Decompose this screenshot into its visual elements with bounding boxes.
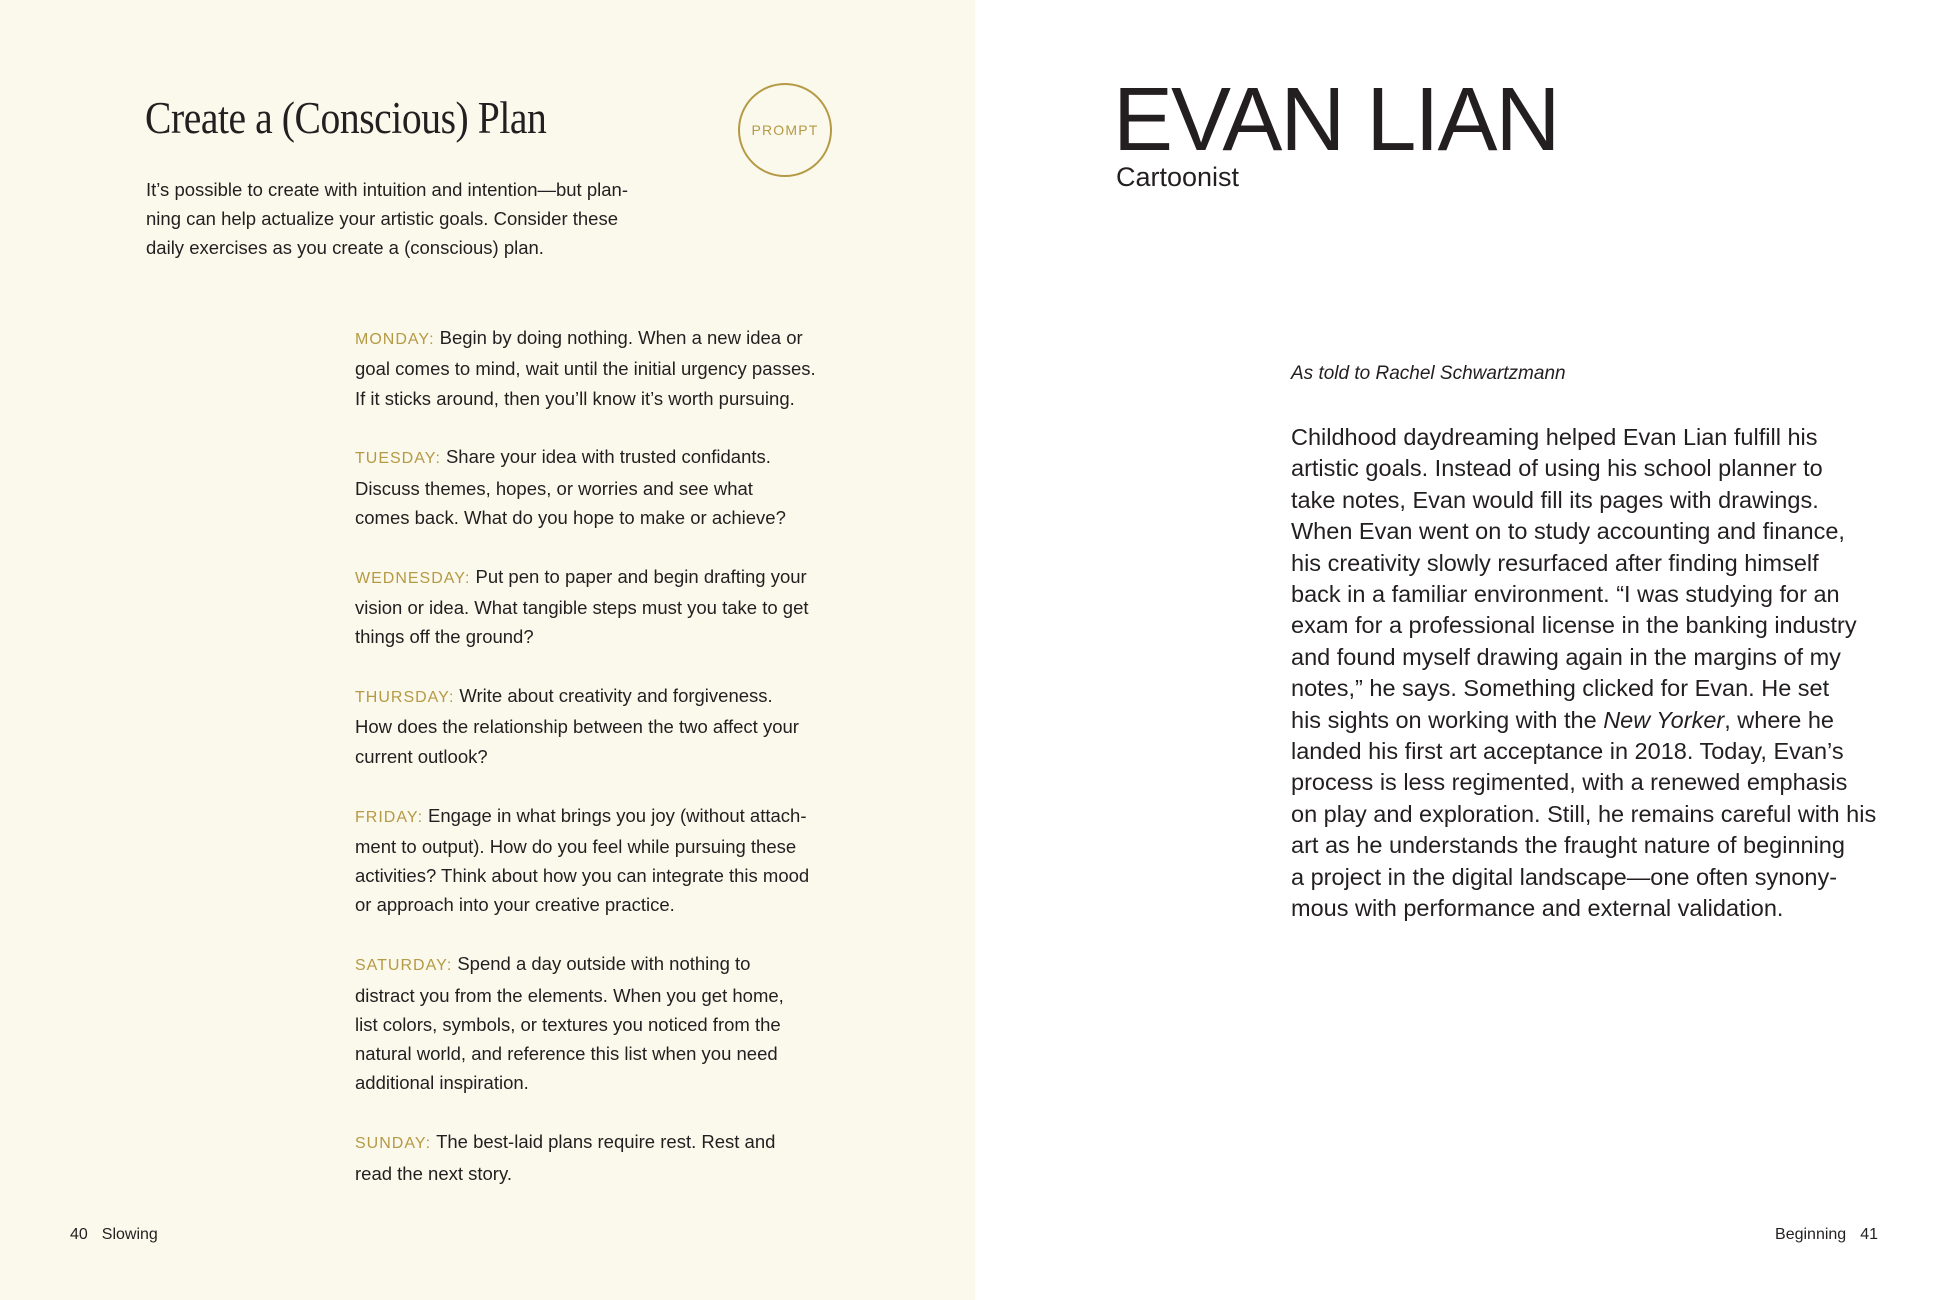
intro-line: It’s possible to create with intuition and intention—but plan- [146, 179, 628, 200]
day-text-line: How does the relationship between the two affect your [355, 716, 799, 738]
profile-role: Cartoonist [1116, 162, 1240, 192]
byline: As told to Rachel Schwartzmann [1291, 363, 1566, 384]
page-title: Create a (Conscious) Plan [145, 93, 547, 143]
day-text-line: Write about creativity and forgiveness. [459, 685, 773, 707]
day-text-line: additional inspiration. [355, 1072, 529, 1094]
section-name: Beginning [1775, 1226, 1847, 1243]
body-line: notes,” he says. Something clicked for Evan. He set [1291, 675, 1830, 702]
body-line: artistic goals. Instead of using his school planner to [1291, 455, 1823, 482]
body-line: back in a familiar environment. “I was studying for an [1291, 581, 1840, 608]
day-text-line: goal comes to mind, wait until the initial urgency passes. [355, 358, 816, 380]
intro-paragraph [146, 175, 676, 262]
day-label: THURSDAY: [355, 689, 455, 707]
day-text-line: list colors, symbols, or textures you noticed from the [355, 1013, 781, 1035]
body-line: on play and exploration. Still, he remains careful with his [1291, 800, 1877, 827]
day-text-line: or approach into your creative practice. [355, 894, 675, 916]
day-text-line: distract you from the elements. When you get home, [355, 984, 784, 1006]
day-entry-saturday [355, 949, 855, 1097]
day-text-line: ment to output). How do you feel while pursuing these [355, 835, 797, 857]
body-line: take notes, Evan would fill its pages with drawings. [1291, 486, 1819, 513]
body-line: When Evan went on to study accounting and finance, [1291, 518, 1845, 545]
day-entry-friday [355, 801, 855, 920]
day-text-line: Begin by doing nothing. When a new idea or [439, 327, 803, 348]
day-entry-monday [355, 323, 855, 413]
day-label: SATURDAY: [355, 957, 453, 975]
body-line: landed his first art acceptance in 2018. Today, Evan’s [1291, 738, 1844, 765]
day-text-line: Engage in what brings you joy (without attach- [428, 804, 807, 826]
page-number: 41 [1860, 1226, 1878, 1243]
day-text-line: comes back. What do you hope to make or achieve? [355, 506, 786, 528]
profile-body-paragraph [1291, 422, 1901, 925]
page-footer-left [70, 1226, 158, 1244]
day-entry-wednesday [355, 562, 855, 652]
day-label: FRIDAY: [355, 808, 424, 826]
day-entry-sunday [355, 1127, 855, 1188]
body-line: a project in the digital landscape—one often synony- [1291, 863, 1838, 890]
page-number: 40 [70, 1226, 88, 1243]
page-footer-right [1775, 1226, 1878, 1244]
body-line-end: , where he [1724, 706, 1834, 733]
day-label: TUESDAY: [355, 450, 441, 468]
day-text-line: current outlook? [355, 745, 488, 767]
day-text-line: Spend a day outside with nothing to [457, 953, 751, 975]
day-text-line: vision or idea. What tangible steps must you take to get [355, 597, 809, 619]
day-label: SUNDAY: [355, 1135, 432, 1153]
day-label: MONDAY: [355, 331, 435, 348]
body-line: mous with performance and external validation. [1291, 895, 1784, 922]
day-text-line: activities? Think about how you can integrate this mood [355, 865, 810, 887]
day-text-line: Share your idea with trusted confidants. [445, 446, 771, 468]
publication-title: New Yorker [1603, 706, 1725, 733]
profile-name: EVAN LIAN [1113, 70, 1559, 170]
day-text-line: Discuss themes, hopes, or worries and see what [355, 477, 753, 499]
intro-line: daily exercises as you create a (conscious) plan. [146, 237, 544, 258]
day-text-line: Put pen to paper and begin drafting your [475, 565, 807, 587]
daily-exercises-list [355, 323, 855, 1217]
day-label: WEDNESDAY: [355, 569, 471, 587]
day-entry-tuesday [355, 442, 855, 532]
day-entry-thursday [355, 681, 855, 771]
intro-line: ning can help actualize your artistic goals. Consider these [146, 208, 619, 229]
day-text-line: read the next story. [355, 1162, 512, 1184]
day-text-line: If it sticks around, then you’ll know it’s worth pursuing. [355, 387, 795, 409]
prompt-badge: PROMPT [738, 83, 832, 177]
day-text-line: things off the ground? [355, 626, 534, 648]
day-text-line: natural world, and reference this list when you need [355, 1043, 778, 1065]
body-line: and found myself drawing again in the margins of my [1291, 643, 1841, 670]
body-line: Childhood daydreaming helped Evan Lian fulfill his [1291, 424, 1818, 450]
body-line: art as he understands the fraught nature of beginning [1291, 832, 1845, 859]
body-line: exam for a professional license in the banking industry [1291, 612, 1857, 639]
body-line-start: his sights on working with the [1291, 706, 1604, 733]
body-line: his creativity slowly resurfaced after finding himself [1291, 549, 1819, 576]
body-line: process is less regimented, with a renewed emphasis [1291, 769, 1848, 796]
section-name: Slowing [101, 1226, 158, 1243]
day-text-line: The best-laid plans require rest. Rest and [436, 1131, 776, 1153]
